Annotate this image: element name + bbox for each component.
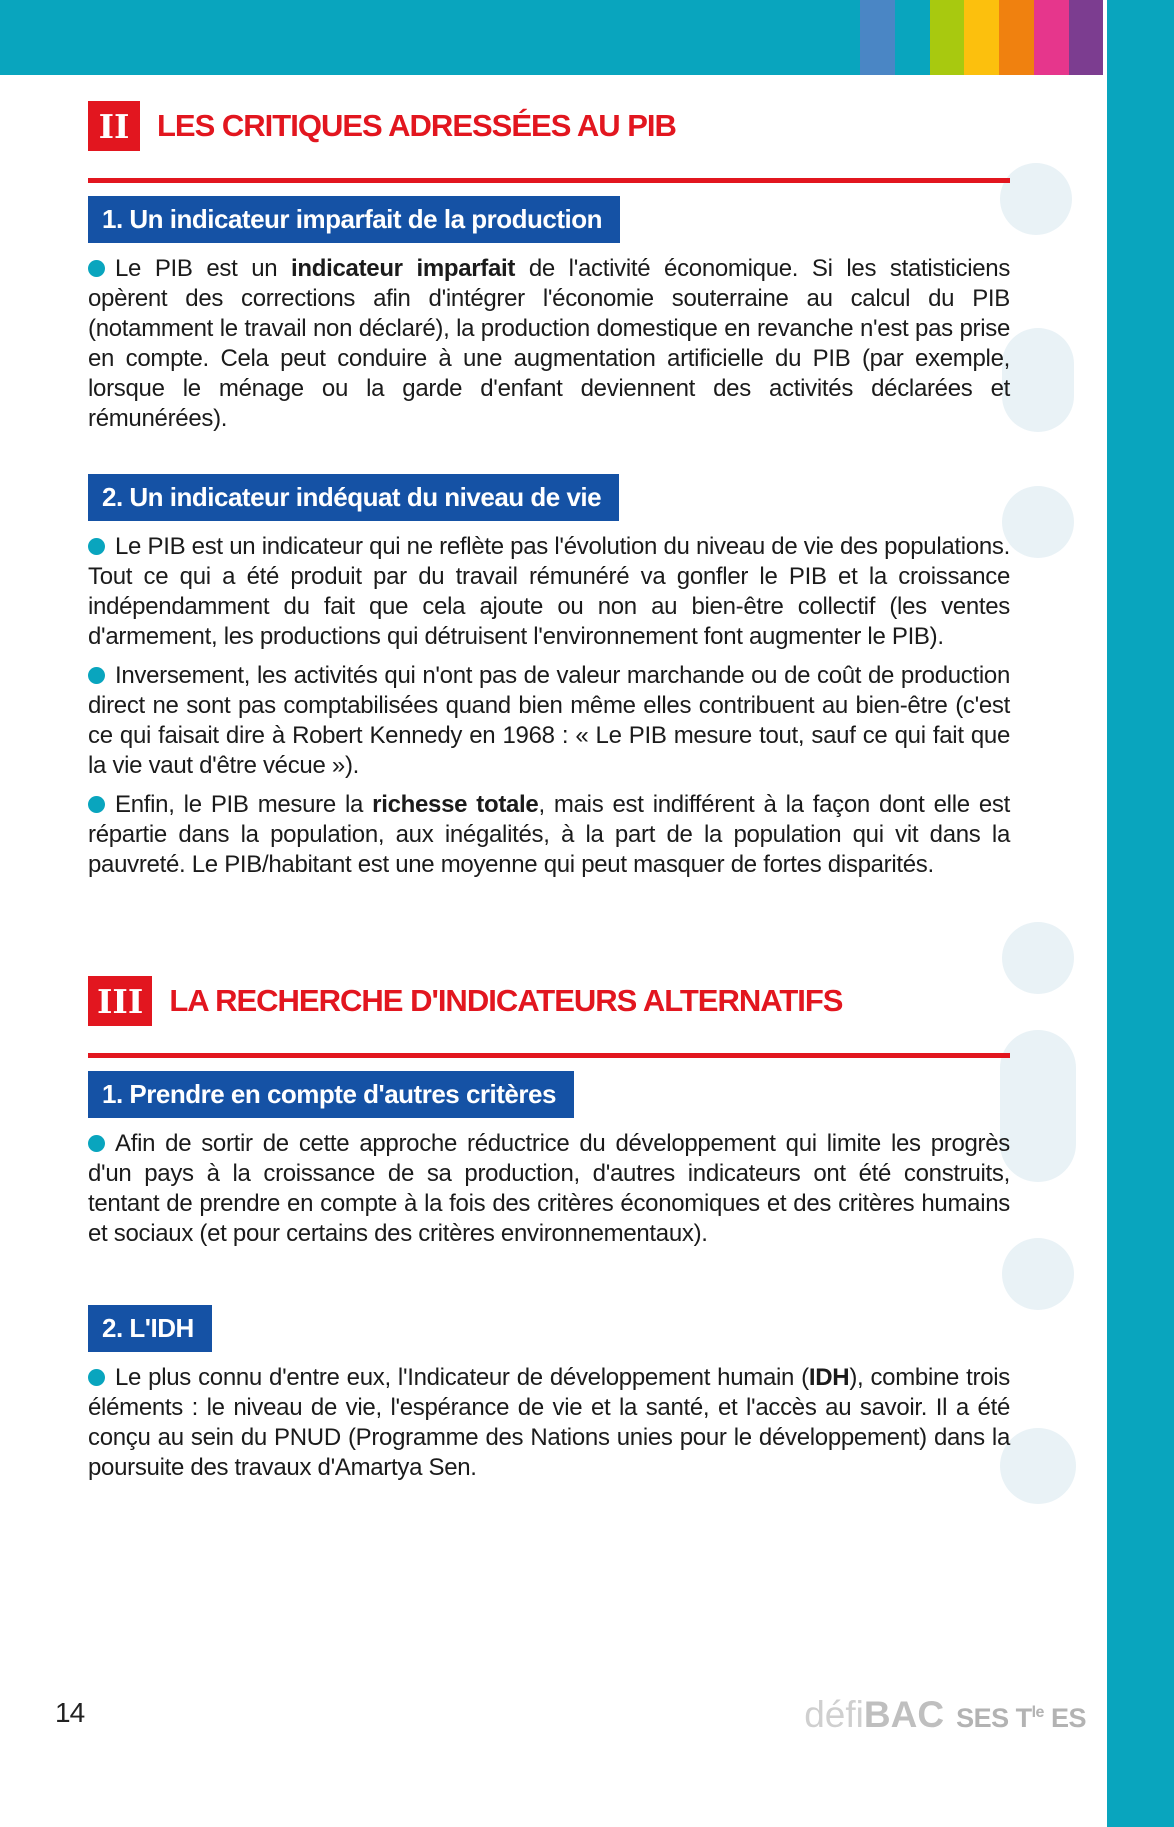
decorative-shape (1002, 486, 1074, 558)
page-number: 14 (55, 1697, 85, 1728)
section-numeral: II (98, 106, 130, 146)
brand-series (956, 1703, 1086, 1733)
decorative-shape (1000, 1428, 1076, 1504)
stripe-lime (930, 0, 964, 75)
decorative-shape (1002, 328, 1074, 432)
brand-ses: SES (956, 1703, 1009, 1733)
paragraph (88, 790, 1010, 880)
decorative-shape (1000, 1030, 1076, 1182)
section-numeral-badge (88, 101, 140, 151)
paragraph-text: ), combine trois éléments : le niveau de vie, l'espérance de vie et la santé, et l'accès au savoir. Il a été conçu au sein du PNUD (Programme des Nations unies pour le développement) dans la poursuite des travaux d'Amartya Sen. (88, 1364, 1010, 1481)
subsection-heading (88, 1305, 212, 1352)
bullet-icon (88, 538, 105, 555)
brand-defi: défi (804, 1694, 864, 1735)
header-band (0, 0, 1103, 75)
bullet-icon (88, 1135, 105, 1152)
subsection-heading-label: 2. Un indicateur indéquat du niveau de vie (102, 482, 602, 512)
brand-bac: BAC (863, 1694, 945, 1735)
paragraph-text: , mais est indifférent à la façon dont elle est répartie dans la population, aux inégalités, à la part de la population qui vit dans la pauvreté. Le PIB/habitant est une moyenne qui peut masquer de fortes disparités. (88, 791, 1010, 878)
decorative-shape (1000, 163, 1072, 235)
subsection-heading-label: 1. Prendre en compte d'autres critères (102, 1079, 556, 1109)
decorative-shape (1002, 1238, 1074, 1310)
decorative-shape (1002, 922, 1074, 994)
section-heading-2 (88, 100, 1010, 152)
paragraph (88, 1129, 1010, 1249)
paragraph (88, 532, 1010, 652)
section-numeral: III (97, 981, 144, 1021)
subsection-heading (88, 474, 619, 521)
paragraph-text: Enfin, le PIB mesure la (115, 791, 373, 818)
paragraph-bold-text: richesse totale (372, 791, 539, 818)
red-rule (88, 178, 1010, 183)
paragraph (88, 254, 1010, 434)
section-numeral-badge (88, 976, 152, 1026)
stripe-magenta (1034, 0, 1069, 75)
stripe-yellow (964, 0, 999, 75)
paragraph-text: Le PIB est un indicateur qui ne reflète pas l'évolution du niveau de vie des populations. Tout ce qui a été produit par du travail rémunéré va gonfler le PIB et la croissance indépendamment du fait que cela ajoute ou non au bien-être collectif (les ventes d'armement, les productions qui détruisent l'environnement font augmenter le PIB). (88, 533, 1010, 650)
section-heading-3 (88, 975, 1010, 1027)
brand-es: ES (1050, 1703, 1086, 1733)
subsection-heading (88, 1071, 574, 1118)
paragraph (88, 1363, 1010, 1483)
subsection-heading-label: 2. L'IDH (102, 1313, 194, 1343)
subsection-heading (88, 196, 620, 243)
bullet-icon (88, 260, 105, 277)
bullet-icon (88, 667, 105, 684)
paragraph (88, 661, 1010, 781)
paragraph-text: de l'activité économique. Si les statisticiens opèrent des corrections afin d'intégrer l'économie souterraine au calcul du PIB (notamment le travail non déclaré), la production domestique en revanche n'est pas prise en compte. Cela peut conduire à une augmentation artificielle du PIB (par exemple, lorsque le ménage ou la garde d'enfant deviennent des activités déclarées et rémunérées). (88, 255, 1011, 432)
section-title: LES CRITIQUES ADRESSÉES AU PIB (157, 108, 676, 143)
brand-t: T (1015, 1703, 1032, 1733)
bullet-icon (88, 1369, 105, 1386)
red-rule (88, 1053, 1010, 1058)
page-content (88, 75, 1010, 1483)
right-edge-bar (1107, 0, 1174, 1827)
paragraph-text: Inversement, les activités qui n'ont pas de valeur marchande ou de coût de production direct ne sont pas comptabilisées quand bien même elles contribuent au bien-être (c'est ce qui faisait dire à Robert Kennedy en 1968 : « Le PIB mesure tout, sauf ce qui fait que la vie vaut d'être vécue »). (88, 662, 1010, 779)
paragraph-text: Le plus connu d'entre eux, l'Indicateur de développement humain ( (115, 1364, 809, 1391)
paragraph-text: Le PIB est un (115, 255, 292, 282)
paragraph-bold-text: indicateur imparfait (291, 255, 516, 282)
brand-logo (804, 1695, 1086, 1741)
bullet-icon (88, 796, 105, 813)
paragraph-text: Afin de sortir de cette approche réductrice du développement qui limite les progrès d'un pays à la croissance de sa production, d'autres indicateurs ont été construits, tentant de prendre en compte à la fois des critères économiques et des critères humains et sociaux (et pour certains des critères environnementaux). (88, 1130, 1010, 1247)
section-title: LA RECHERCHE D'INDICATEURS ALTERNATIFS (169, 983, 843, 1018)
brand-t-sup: le (1031, 1704, 1044, 1721)
stripe-purple (1069, 0, 1103, 75)
brand-level (1016, 1703, 1044, 1733)
paragraph-bold-text: IDH (808, 1364, 850, 1391)
stripe-orange (999, 0, 1034, 75)
stripe-blue (860, 0, 895, 75)
subsection-heading-label: 1. Un indicateur imparfait de la production (102, 204, 603, 234)
